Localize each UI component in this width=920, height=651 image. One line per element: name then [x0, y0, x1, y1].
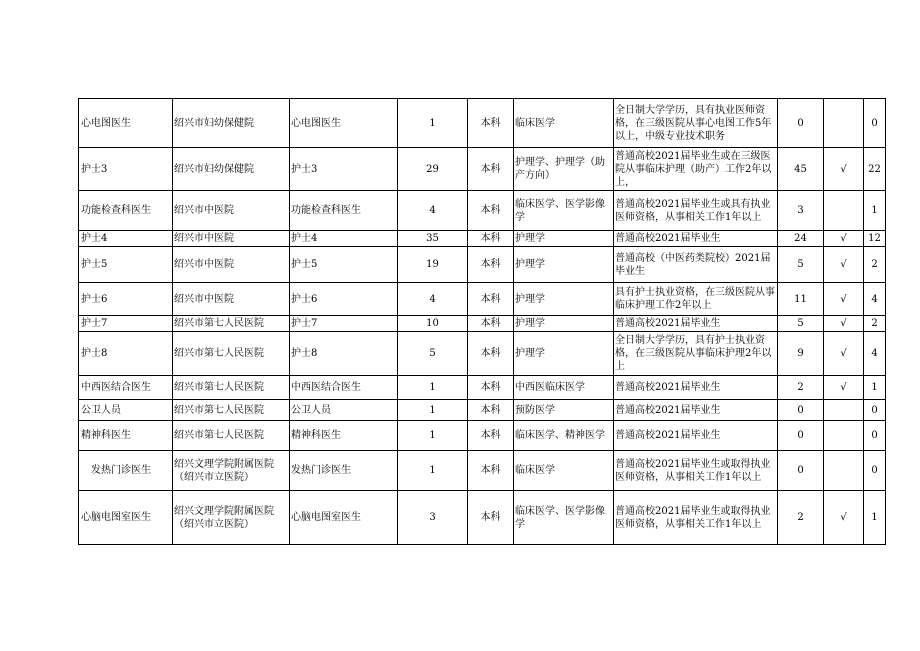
job-title: 心脑电图室医生 [290, 491, 398, 545]
job-title: 护士4 [290, 231, 398, 247]
position-name: 公卫人员 [79, 400, 173, 421]
unit-name: 绍兴市中医院 [173, 191, 290, 231]
degree: 本科 [468, 332, 514, 376]
applicant-count: 2 [778, 491, 824, 545]
applicant-count: 0 [778, 400, 824, 421]
unit-name: 绍兴市妇幼保健院 [173, 99, 290, 148]
position-name: 功能检查科医生 [79, 191, 173, 231]
unit-name: 绍兴市第七人民医院 [173, 400, 290, 421]
table-row [79, 148, 886, 191]
unit-name: 绍兴市第七人民医院 [173, 421, 290, 451]
job-title: 发热门诊医生 [290, 451, 398, 491]
result-count: 12 [864, 231, 886, 247]
result-count: 4 [864, 332, 886, 376]
check-mark: √ [824, 332, 864, 376]
requirements: 普通高校2021届毕业生 [614, 376, 778, 400]
requirements: 具有护士执业资格，在三级医院从事临床护理工作2年以上 [614, 283, 778, 316]
result-count: 0 [864, 99, 886, 148]
degree: 本科 [468, 376, 514, 400]
hire-count: 10 [398, 316, 468, 332]
applicant-count: 11 [778, 283, 824, 316]
requirements: 全日制大学学历，具有护士执业资格，在三级医院从事临床护理2年以上 [614, 332, 778, 376]
job-title: 精神科医生 [290, 421, 398, 451]
table-row [79, 99, 886, 148]
requirements: 普通高校2021届毕业生 [614, 421, 778, 451]
major: 护理学、护理学（助产方向） [514, 148, 614, 191]
major: 临床医学 [514, 99, 614, 148]
check-mark: √ [824, 491, 864, 545]
hire-count: 1 [398, 99, 468, 148]
degree: 本科 [468, 247, 514, 283]
applicant-count: 0 [778, 421, 824, 451]
job-title: 护士7 [290, 316, 398, 332]
unit-name: 绍兴市中医院 [173, 247, 290, 283]
unit-name: 绍兴文理学院附属医院（绍兴市立医院） [173, 451, 290, 491]
requirements: 全日制大学学历，具有执业医师资格，在三级医院从事心电图工作5年以上，中级专业技术职务 [614, 99, 778, 148]
degree: 本科 [468, 283, 514, 316]
applicant-count: 2 [778, 376, 824, 400]
degree: 本科 [468, 491, 514, 545]
job-title: 中西医结合医生 [290, 376, 398, 400]
hire-count: 1 [398, 451, 468, 491]
result-count: 22 [864, 148, 886, 191]
check-mark: √ [824, 283, 864, 316]
applicant-count: 24 [778, 231, 824, 247]
job-title: 功能检查科医生 [290, 191, 398, 231]
requirements: 普通高校（中医药类院校）2021届毕业生 [614, 247, 778, 283]
check-mark: √ [824, 148, 864, 191]
requirements: 普通高校2021届毕业生 [614, 316, 778, 332]
major: 中西医临床医学 [514, 376, 614, 400]
table-row [79, 231, 886, 247]
major: 临床医学 [514, 451, 614, 491]
unit-name: 绍兴市中医院 [173, 231, 290, 247]
hire-count: 4 [398, 191, 468, 231]
applicant-count: 3 [778, 191, 824, 231]
position-name: 护士4 [79, 231, 173, 247]
hire-count: 1 [398, 376, 468, 400]
position-name: 护士3 [79, 148, 173, 191]
check-mark: √ [824, 231, 864, 247]
check-mark: √ [824, 376, 864, 400]
position-name: 精神科医生 [79, 421, 173, 451]
job-title: 护士5 [290, 247, 398, 283]
table-row [79, 332, 886, 376]
result-count: 1 [864, 491, 886, 545]
result-count: 4 [864, 283, 886, 316]
unit-name: 绍兴文理学院附属医院（绍兴市立医院） [173, 491, 290, 545]
unit-name: 绍兴市第七人民医院 [173, 376, 290, 400]
result-count: 1 [864, 191, 886, 231]
requirements: 普通高校2021届毕业生 [614, 231, 778, 247]
applicant-count: 9 [778, 332, 824, 376]
requirements: 普通高校2021届毕业生或取得执业医师资格，从事相关工作1年以上 [614, 451, 778, 491]
unit-name: 绍兴市中医院 [173, 283, 290, 316]
table-row [79, 191, 886, 231]
position-name: 护士5 [79, 247, 173, 283]
position-name: 护士7 [79, 316, 173, 332]
table-row [79, 376, 886, 400]
check-mark: √ [824, 247, 864, 283]
hire-count: 5 [398, 332, 468, 376]
result-count: 1 [864, 376, 886, 400]
job-title: 公卫人员 [290, 400, 398, 421]
result-count: 2 [864, 316, 886, 332]
job-title: 护士3 [290, 148, 398, 191]
degree: 本科 [468, 191, 514, 231]
position-name: 发热门诊医生 [79, 451, 173, 491]
degree: 本科 [468, 451, 514, 491]
check-mark [824, 421, 864, 451]
hire-count: 35 [398, 231, 468, 247]
recruitment-table [78, 98, 886, 545]
major: 临床医学、医学影像学 [514, 191, 614, 231]
job-title: 心电图医生 [290, 99, 398, 148]
table-row [79, 400, 886, 421]
result-count: 0 [864, 451, 886, 491]
requirements: 普通高校2021届毕业生 [614, 400, 778, 421]
table-row [79, 247, 886, 283]
degree: 本科 [468, 316, 514, 332]
table-row [79, 451, 886, 491]
position-name: 心脑电图室医生 [79, 491, 173, 545]
hire-count: 3 [398, 491, 468, 545]
major: 预防医学 [514, 400, 614, 421]
requirements: 普通高校2021届毕业生或在三级医院从事临床护理（助产）工作2年以上， [614, 148, 778, 191]
table-row [79, 421, 886, 451]
requirements: 普通高校2021届毕业生或具有执业医师资格，从事相关工作1年以上 [614, 191, 778, 231]
hire-count: 4 [398, 283, 468, 316]
applicant-count: 45 [778, 148, 824, 191]
unit-name: 绍兴市妇幼保健院 [173, 148, 290, 191]
check-mark [824, 400, 864, 421]
table-row [79, 491, 886, 545]
degree: 本科 [468, 231, 514, 247]
hire-count: 1 [398, 400, 468, 421]
table-row [79, 316, 886, 332]
position-name: 中西医结合医生 [79, 376, 173, 400]
check-mark: √ [824, 316, 864, 332]
position-name: 护士8 [79, 332, 173, 376]
check-mark [824, 191, 864, 231]
applicant-count: 0 [778, 451, 824, 491]
result-count: 0 [864, 421, 886, 451]
applicant-count: 0 [778, 99, 824, 148]
check-mark [824, 99, 864, 148]
degree: 本科 [468, 421, 514, 451]
job-title: 护士6 [290, 283, 398, 316]
major: 护理学 [514, 283, 614, 316]
major: 护理学 [514, 231, 614, 247]
unit-name: 绍兴市第七人民医院 [173, 332, 290, 376]
table-row [79, 283, 886, 316]
position-name: 心电图医生 [79, 99, 173, 148]
major: 护理学 [514, 316, 614, 332]
major: 护理学 [514, 332, 614, 376]
hire-count: 29 [398, 148, 468, 191]
applicant-count: 5 [778, 316, 824, 332]
applicant-count: 5 [778, 247, 824, 283]
major: 临床医学、精神医学 [514, 421, 614, 451]
position-name: 护士6 [79, 283, 173, 316]
check-mark [824, 451, 864, 491]
job-title: 护士8 [290, 332, 398, 376]
major: 临床医学、医学影像学 [514, 491, 614, 545]
hire-count: 1 [398, 421, 468, 451]
degree: 本科 [468, 148, 514, 191]
degree: 本科 [468, 400, 514, 421]
requirements: 普通高校2021届毕业生或取得执业医师资格，从事相关工作1年以上 [614, 491, 778, 545]
major: 护理学 [514, 247, 614, 283]
degree: 本科 [468, 99, 514, 148]
unit-name: 绍兴市第七人民医院 [173, 316, 290, 332]
result-count: 0 [864, 400, 886, 421]
result-count: 2 [864, 247, 886, 283]
hire-count: 19 [398, 247, 468, 283]
